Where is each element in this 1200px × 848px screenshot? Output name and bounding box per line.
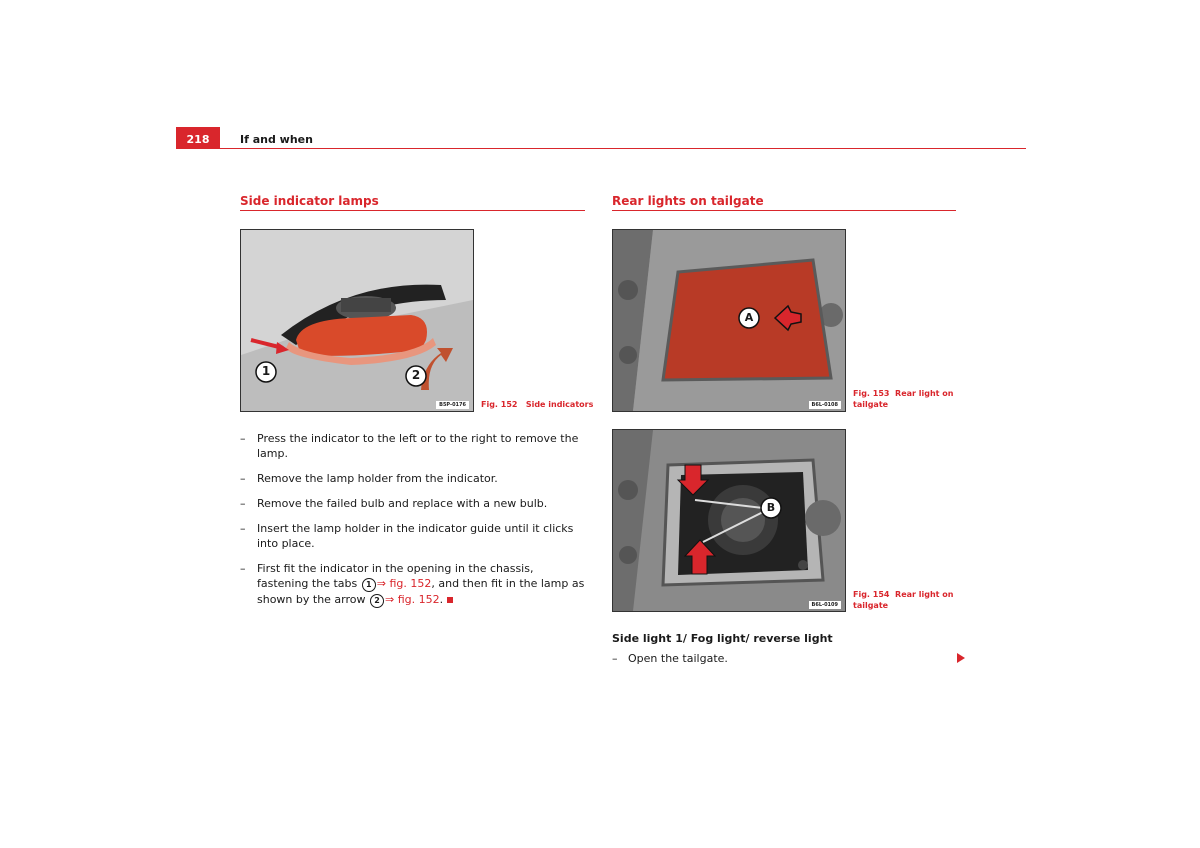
figure-code: B6L-0108 — [809, 401, 841, 409]
figure-152-caption — [481, 399, 593, 410]
callout-a: A — [744, 311, 754, 324]
figure-152-side-indicators — [240, 229, 474, 412]
caption-line-2: tailgate — [853, 400, 889, 409]
figure-code: B6L-0109 — [809, 601, 841, 609]
dash: – — [240, 562, 246, 575]
figure-153-caption — [853, 388, 953, 410]
callout-2: 2 — [411, 368, 421, 382]
figure-154-rear-light — [612, 429, 846, 612]
rear-light-bulb-holder-illustration — [613, 430, 845, 611]
figure-label: Fig. 154 — [853, 590, 890, 599]
list-item — [240, 496, 585, 511]
figure-caption-text: Side indicators — [525, 400, 594, 409]
continue-arrow-icon — [957, 653, 965, 663]
list-item — [240, 521, 585, 551]
callout-2-inline: 2 — [370, 594, 384, 608]
section-rule — [612, 210, 956, 211]
figure-153-rear-light — [612, 229, 846, 412]
figure-link[interactable]: ⇒ fig. 152 — [385, 593, 440, 606]
section-title-side-indicator: Side indicator lamps — [240, 194, 379, 208]
step-text: Open the tailgate. — [628, 652, 728, 665]
figure-154-caption — [853, 589, 953, 611]
step-text: Remove the lamp holder from the indicator. — [257, 472, 498, 485]
section-title-rear-lights: Rear lights on tailgate — [612, 194, 764, 208]
step-text: Remove the failed bulb and replace with a new bulb. — [257, 497, 548, 510]
subheading-side-fog-reverse: Side light 1/ Fog light/ reverse light — [612, 632, 833, 645]
dash: – — [612, 652, 618, 665]
dash: – — [240, 522, 246, 535]
caption-line-1: Rear light on — [895, 389, 954, 398]
figure-link[interactable]: ⇒ fig. 152 — [376, 577, 432, 590]
list-item — [240, 431, 585, 461]
dash: – — [240, 497, 246, 510]
dash: – — [240, 472, 246, 485]
caption-line-2: tailgate — [853, 601, 889, 610]
callout-b: B — [766, 501, 776, 514]
list-item — [612, 652, 728, 665]
callout-1-inline: 1 — [362, 578, 376, 592]
section-rule — [240, 210, 585, 211]
rear-light-cover-illustration — [613, 230, 845, 411]
step-text: Insert the lamp holder in the indicator guide until it clicks into place. — [257, 522, 574, 550]
step-text: First fit the indicator in the opening in the chassis, fastening the tabs — [257, 562, 534, 590]
side-indicator-illustration — [241, 230, 473, 411]
step-text: Press the indicator to the left or to the right to remove the lamp. — [257, 432, 579, 460]
step-text: . — [439, 593, 444, 606]
header-rule — [176, 148, 1026, 149]
chapter-title: If and when — [240, 133, 313, 146]
list-item — [240, 471, 585, 486]
dash: – — [240, 432, 246, 445]
step-text: , and then fit in the lamp as shown by the arrow — [257, 577, 585, 606]
caption-line-1: Rear light on — [895, 590, 954, 599]
figure-label: Fig. 153 — [853, 389, 890, 398]
section-end-mark — [447, 597, 453, 603]
figure-code: B5P-0176 — [436, 401, 469, 409]
instruction-list — [240, 431, 585, 618]
list-item — [240, 561, 585, 608]
figure-label: Fig. 152 — [481, 400, 518, 409]
callout-1: 1 — [261, 364, 271, 378]
page-number: 218 — [176, 127, 220, 149]
